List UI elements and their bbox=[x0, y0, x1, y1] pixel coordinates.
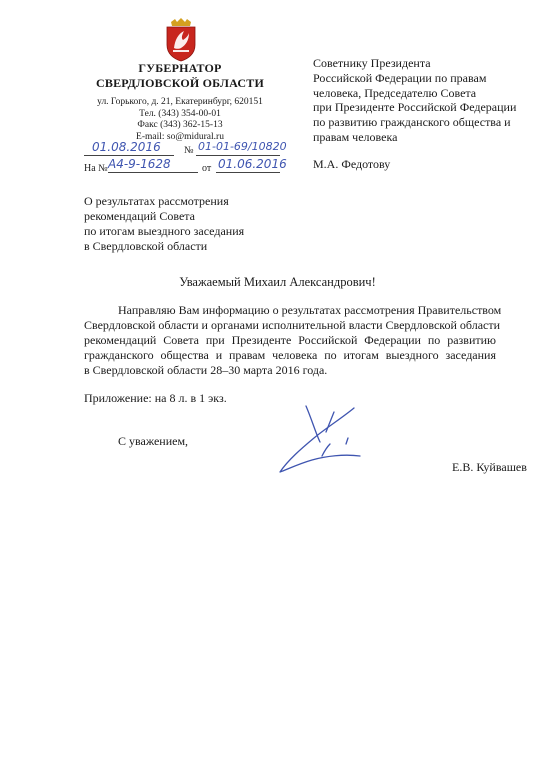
addressee-line: правам человека bbox=[313, 130, 398, 144]
number-line bbox=[196, 155, 280, 156]
date-line bbox=[84, 155, 174, 156]
salutation: Уважаемый Михаил Александрович! bbox=[179, 275, 376, 289]
addressee-line: Российской Федерации по правам bbox=[313, 70, 487, 85]
addressee-line: человека, Председателю Совета bbox=[313, 85, 477, 100]
closing: С уважением, bbox=[118, 434, 189, 448]
coat-of-arms-icon bbox=[162, 18, 200, 62]
reference-from-label: от bbox=[202, 163, 212, 174]
body-line: Свердловской области и органами исполнительной власти Свердловской области bbox=[84, 318, 501, 332]
handwritten-signature-icon bbox=[268, 398, 388, 488]
subject-line: по итогам выездного заседания bbox=[84, 224, 245, 238]
subject-line: рекомендаций Совета bbox=[84, 209, 195, 223]
reference-date: 01.06.2016 bbox=[218, 157, 287, 171]
sender-address: ул. Горького, д. 21, Екатеринбург, 620151 bbox=[97, 97, 263, 107]
outgoing-number: 01-01-69/10820 bbox=[198, 140, 287, 153]
body-line: Направляю Вам информацию о результатах рассмотрения Правительством bbox=[118, 303, 502, 317]
signer-name: Е.В. Куйвашев bbox=[452, 460, 527, 474]
subject-line: О результатах рассмотрения bbox=[84, 194, 229, 208]
addressee-name: М.А. Федотову bbox=[313, 157, 391, 171]
sender-fax: Факс (343) 362-15-13 bbox=[137, 120, 223, 130]
reference-line bbox=[108, 172, 198, 173]
addressee-line: по развитию гражданского общества и bbox=[313, 115, 511, 130]
sender-email: E-mail: so@midural.ru bbox=[136, 131, 224, 142]
reference-label: На № bbox=[84, 163, 108, 174]
number-label: № bbox=[184, 145, 194, 156]
addressee-line: Советнику Президента bbox=[313, 56, 431, 70]
sender-phone: Тел. (343) 354-00-01 bbox=[139, 108, 221, 119]
body-line: в Свердловской области 28–30 марта 2016 года. bbox=[84, 363, 328, 377]
outgoing-date: 01.08.2016 bbox=[92, 140, 161, 154]
reference-number: А4-9-1628 bbox=[108, 157, 171, 171]
addressee-line: при Президенте Российской Федерации bbox=[313, 100, 517, 115]
body-line: рекомендаций Совета при Президенте Российской Федерации по развитию bbox=[84, 333, 496, 347]
sender-region: СВЕРДЛОВСКОЙ ОБЛАСТИ bbox=[96, 76, 264, 90]
reference-date-line bbox=[216, 172, 280, 173]
body-line: гражданского общества и правам человека по итогам выездного заседания bbox=[84, 348, 496, 362]
subject-line: в Свердловской области bbox=[84, 239, 208, 253]
sender-title: ГУБЕРНАТОР bbox=[138, 61, 222, 75]
attachment-note: Приложение: на 8 л. в 1 экз. bbox=[84, 391, 227, 405]
